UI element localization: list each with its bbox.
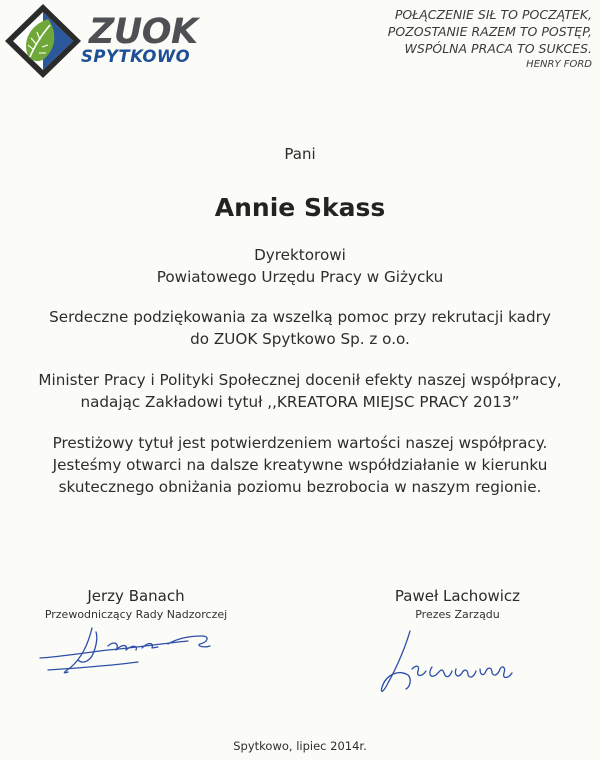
paragraph-cooperation	[0, 432, 600, 498]
logo-subtitle: SPYTKOWO	[81, 47, 191, 66]
motto-line: POZOSTANIE RAZEM TO POSTĘP,	[387, 24, 592, 39]
paragraph-line: skutecznego obniżania poziomu bezrobocia w naszym regionie.	[58, 478, 542, 496]
paragraph-thanks	[0, 306, 600, 350]
signatory-name: Jerzy Banach	[87, 587, 185, 605]
logo-wordmark: ZUOK	[89, 12, 198, 52]
recipient-name: Annie Skass	[214, 193, 386, 222]
handwritten-signature-left	[38, 620, 243, 678]
paragraph-line: Minister Pracy i Polityki Społecznej docenił efekty naszej współpracy,	[38, 371, 562, 389]
paragraph-line: do ZUOK Spytkowo Sp. z o.o.	[190, 330, 410, 348]
paragraph-award	[0, 369, 600, 413]
paragraph-line: Jesteśmy otwarci na dalsze kreatywne współdziałanie w kierunku	[52, 456, 548, 474]
paragraph-line: Serdeczne podziękowania za wszelką pomoc przy rekrutacji kadry	[49, 308, 551, 326]
company-logo	[4, 3, 204, 79]
signatory-title: Przewodniczący Rady Nadzorczej	[44, 608, 228, 621]
recipient-line: Powiatowego Urzędu Pracy w Giżycku	[156, 268, 444, 286]
signatory-title: Prezes Zarządu	[415, 608, 500, 621]
signatory-name: Paweł Lachowicz	[394, 587, 521, 605]
paragraph-line: nadając Zakładowi tytuł ,,KREATORA MIEJSC PRACY 2013”	[80, 393, 520, 411]
recipient-title	[0, 244, 600, 288]
paragraph-line: Prestiżowy tytuł jest potwierdzeniem wartości naszej współpracy.	[52, 434, 548, 452]
motto-line: POŁĄCZENIE SIŁ TO POCZĄTEK,	[394, 7, 592, 22]
motto-line: WSPÓLNA PRACA TO SUKCES.	[404, 41, 592, 56]
motto-quote	[292, 6, 592, 72]
recipient-line: Dyrektorowi	[254, 246, 346, 264]
handwritten-signature-right	[372, 625, 522, 701]
place-date: Spytkowo, lipiec 2014r.	[233, 739, 367, 753]
salutation: Pani	[284, 145, 316, 163]
motto-author: HENRY FORD	[526, 59, 592, 70]
signature-block-right	[365, 586, 550, 623]
leaf-diamond-logo-icon	[4, 3, 82, 79]
signature-block-left	[20, 586, 252, 623]
